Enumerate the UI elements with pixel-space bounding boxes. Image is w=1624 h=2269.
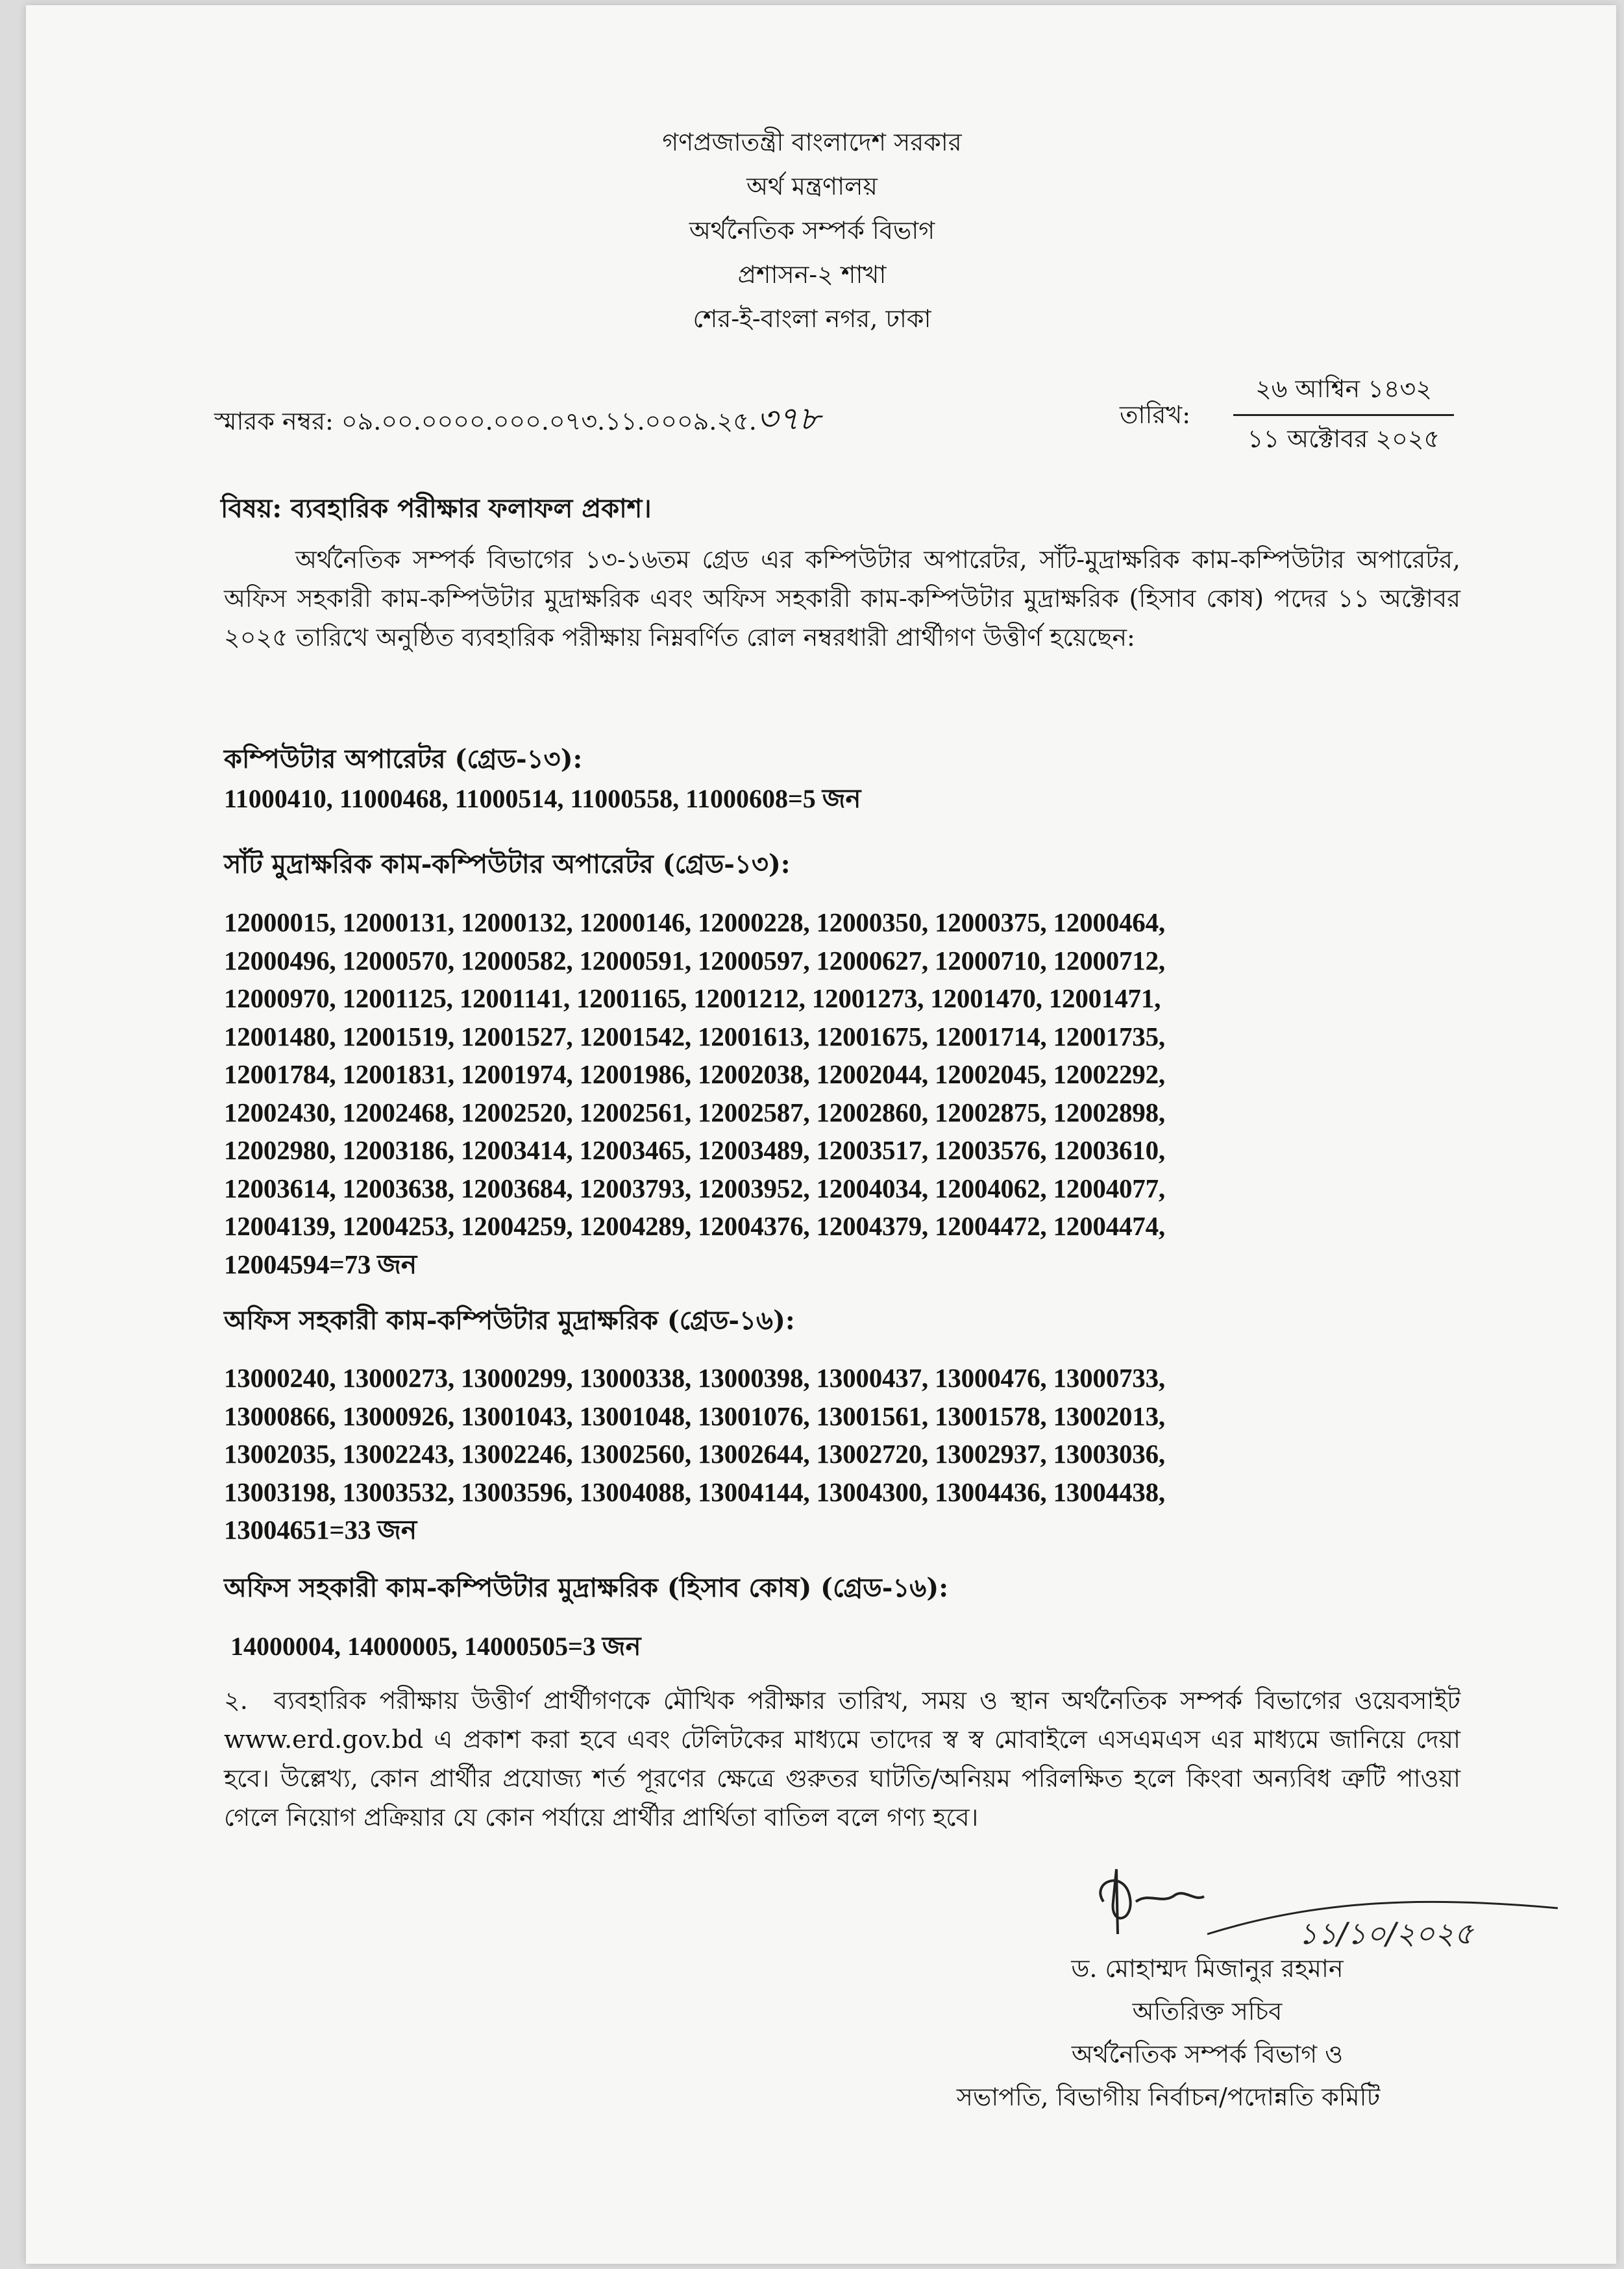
header-address: শের-ই-বাংলা নগর, ঢাকা — [693, 304, 931, 333]
memo-number-label: স্মারক নম্বর: ০৯.০০.০০০০.০০০.০৭৩.১১.০০০৯.২৫. — [214, 407, 757, 435]
roll-line: 12004594=73 জন — [224, 1249, 417, 1279]
signature-block — [844, 1947, 1493, 2118]
roll-line: 12000970, 12001125, 12001141, 12001165, 12001212, 12001273, 12001470, 12001471, — [224, 983, 1161, 1013]
letterhead — [0, 120, 1624, 341]
roll-line: 13000240, 13000273, 13000299, 13000338, 13000398, 13000437, 13000476, 13000733, — [224, 1363, 1165, 1393]
section-heading-office-assistant-accounts: অফিস সহকারী কাম-কম্পিউটার মুদ্রাক্ষরিক (হিসাব কোষ) (গ্রেড-১৬): — [224, 1573, 948, 1603]
roll-line: 14000004, 14000005, 14000505=3 জন — [230, 1632, 641, 1661]
signatory-name: ড. মোহাম্মদ মিজানুর রহমান — [1071, 1954, 1344, 1983]
roll-list-office-assistant-accounts — [230, 1628, 1464, 1666]
header-division: অর্থনৈতিক সম্পর্ক বিভাগ — [689, 216, 935, 245]
date-label: তারিখ: — [1120, 400, 1191, 429]
roll-line: 12004139, 12004253, 12004259, 12004289, 12004376, 12004379, 12004472, 12004474, — [224, 1211, 1165, 1241]
roll-list-office-assistant — [224, 1359, 1457, 1549]
roll-line: 12003614, 12003638, 12003684, 12003793, 12003952, 12004034, 12004062, 12004077, — [224, 1173, 1165, 1203]
date-bangla: ২৬ আশ্বিন ১৪৩২ — [1233, 370, 1454, 416]
intro-paragraph: অর্থনৈতিক সম্পর্ক বিভাগের ১৩-১৬তম গ্রেড এর কম্পিউটার অপারেটর, সাঁট-মুদ্রাক্ষরিক কাম-কম্পিউটার অপারেটর, অফিস সহকারী কাম-কম্পিউটার মুদ্রাক্ষরিক এবং অফিস সহকারী কাম-কম্পিউটার মুদ্রাক্ষরিক (হিসাব কোষ) পদের ১১ অক্টোবর ২০২৫ তারিখে অনুষ্ঠিত ব্যবহারিক পরীক্ষায় নিম্নবর্ণিত রোল নম্বরধারী প্রার্থীগণ উত্তীর্ণ হয়েছেন: — [224, 545, 1460, 652]
date-block — [1233, 370, 1454, 461]
memo-number — [214, 395, 820, 448]
roll-line: 13003198, 13003532, 13003596, 13004088, 13004144, 13004300, 13004436, 13004438, — [224, 1477, 1165, 1507]
section-heading-office-assistant: অফিস সহকারী কাম-কম্পিউটার মুদ্রাক্ষরিক (গ্রেড-১৬): — [224, 1305, 795, 1336]
subject-line: বিষয়: ব্যবহারিক পরীক্ষার ফলাফল প্রকাশ। — [221, 493, 652, 524]
header-ministry: অর্থ মন্ত্রণালয় — [746, 172, 878, 201]
roll-line: 12002430, 12002468, 12002520, 12002561, 12002587, 12002860, 12002875, 12002898, — [224, 1097, 1165, 1127]
header-branch: প্রশাসন-২ শাখা — [737, 260, 887, 289]
roll-line: 12002980, 12003186, 12003414, 12003465, 12003489, 12003517, 12003576, 12003610, — [224, 1135, 1165, 1165]
signatory-role: সভাপতি, বিভাগীয় নির্বাচন/পদোন্নতি কমিটি — [956, 2083, 1381, 2111]
date-gregorian: ১১ অক্টোবর ২০২৫ — [1247, 424, 1440, 453]
roll-list-steno-operator — [224, 903, 1457, 1283]
roll-line: 12000496, 12000570, 12000582, 12000591, 12000597, 12000627, 12000710, 12000712, — [224, 945, 1165, 975]
roll-line: 13002035, 13002243, 13002246, 13002560, 13002644, 13002720, 13002937, 13003036, — [224, 1439, 1165, 1469]
roll-line: 12001480, 12001519, 12001527, 12001542, 12001613, 12001675, 12001714, 12001735, — [224, 1021, 1165, 1051]
roll-line: 12000015, 12000131, 12000132, 12000146, 12000228, 12000350, 12000375, 12000464, — [224, 907, 1165, 937]
roll-line: 13004651=33 জন — [224, 1515, 417, 1545]
roll-line: 11000410, 11000468, 11000514, 11000558, 11000608=5 জন — [224, 784, 861, 813]
header-government: গণপ্রজাতন্ত্রী বাংলাদেশ সরকার — [662, 128, 962, 156]
roll-line: 13000866, 13000926, 13001043, 13001048, 13001076, 13001561, 13001578, 13002013, — [224, 1401, 1165, 1431]
signatory-designation: অতিরিক্ত সচিব — [1132, 1997, 1283, 2026]
paragraph-two-text: ব্যবহারিক পরীক্ষায় উত্তীর্ণ প্রার্থীগণকে মৌখিক পরীক্ষার তারিখ, সময় ও স্থান অর্থনৈতিক সম্পর্ক বিভাগের ওয়েবসাইট www.erd.gov.bd এ প্রকাশ করা হবে এবং টেলিটকের মাধ্যমে তাদের স্ব স্ব মোবাইলে এসএমএস এর মাধ্যমে জানিয়ে দেয়া হবে। উল্লেখ্য, কোন প্রার্থীর প্রযোজ্য শর্ত পূরণের ক্ষেত্রে গুরুতর ঘাটতি/অনিয়ম পরিলক্ষিত হলে কিংবা অন্যবিধ ত্রুটি পাওয়া গেলে নিয়োগ প্রক্রিয়ার যে কোন পর্যায়ে প্রার্থীর প্রার্থিতা বাতিল বলে গণ্য হবে। — [224, 1686, 1460, 1832]
section-heading-steno-operator: সাঁট মুদ্রাক্ষরিক কাম-কম্পিউটার অপারেটর (গ্রেড-১৩): — [224, 849, 791, 879]
signature-date: ১১/১০/২০২৫ — [1298, 1916, 1474, 1951]
memo-number-handwritten: ৩৭৮ — [756, 400, 820, 437]
paragraph-number: ২. — [224, 1686, 248, 1715]
signatory-office: অর্থনৈতিক সম্পর্ক বিভাগ ও — [1071, 2040, 1344, 2068]
roll-list-computer-operator — [224, 780, 1457, 818]
section-heading-computer-operator: কম্পিউটার অপারেটর (গ্রেড-১৩): — [224, 744, 583, 774]
paragraph-two — [224, 1681, 1460, 1837]
roll-line: 12001784, 12001831, 12001974, 12001986, 12002038, 12002044, 12002045, 12002292, — [224, 1059, 1165, 1089]
